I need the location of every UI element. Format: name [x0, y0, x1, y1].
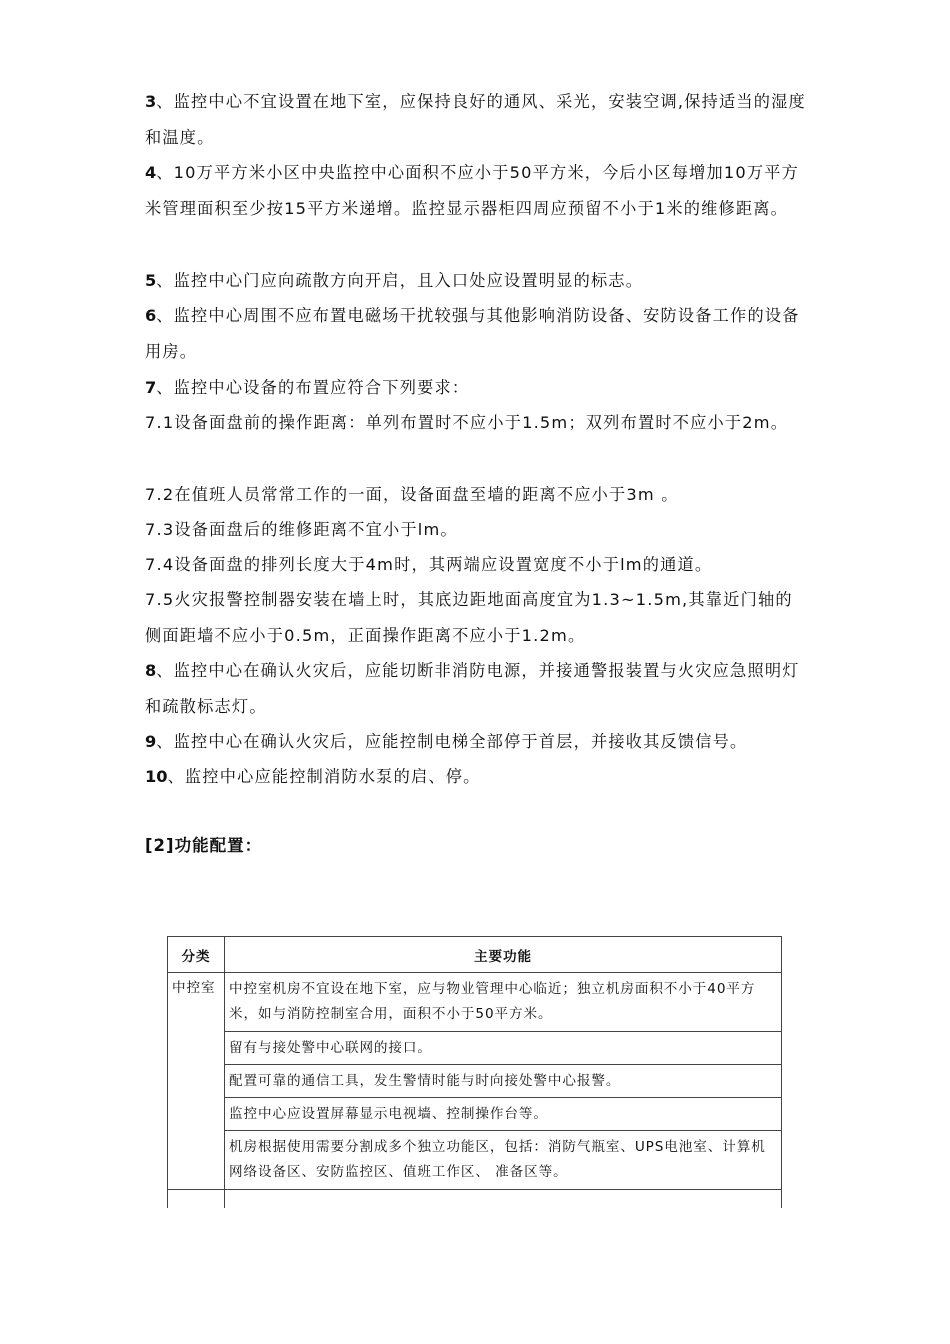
function-cell: 监控中心应设置屏幕显示电视墙、控制操作台等。 [225, 1098, 782, 1131]
function-config-table [167, 936, 782, 1208]
paragraph-7-4 [145, 547, 810, 583]
function-cell: 机房根据使用需要分割成多个独立功能区，包括：消防气瓶室、UPS电池室、计算机网络设备区、安防监控区、值班工作区、 准备区等。 [225, 1131, 782, 1190]
paragraph-text: 、监控中心应能控制消防水泵的启、停。 [167, 767, 481, 786]
table-continuation-row [168, 1190, 782, 1209]
paragraph-text: 7.4设备面盘的排列长度大于4m时，其两端应设置宽度不小于lm的通道。 [145, 555, 713, 574]
paragraph-10 [145, 759, 810, 795]
paragraph-9 [145, 724, 810, 760]
item-number: 8 [145, 661, 157, 680]
category-cell: 中控室 [168, 973, 225, 1190]
paragraph-text: 、监控中心不宜设置在地下室，应保持良好的通风、采光，安装空调,保持适当的湿度和温度。 [145, 92, 806, 147]
table-row [168, 1032, 782, 1065]
function-cell: 配置可靠的通信工具，发生警情时能与时向接处警中心报警。 [225, 1065, 782, 1098]
paragraph-text: 7.5火灾报警控制器安装在墙上时，其底边距地面高度宜为1.3~1.5m,其靠近门轴的侧面距墙不应小于0.5m，正面操作距离不应小于1.2m。 [145, 590, 793, 645]
table-header-row [168, 937, 782, 973]
paragraph-3 [145, 84, 810, 156]
item-number: 5 [145, 271, 157, 290]
paragraph-text: 、监控中心设备的布置应符合下列要求： [156, 378, 470, 397]
item-number: 9 [145, 732, 157, 751]
table-continuation-cell [168, 1190, 225, 1209]
paragraph-text: 、监控中心周围不应布置电磁场干扰较强与其他影响消防设备、安防设备工作的设备用房。 [145, 306, 800, 361]
paragraph-8 [145, 653, 810, 725]
function-cell: 中控室机房不宜设在地下室，应与物业管理中心临近；独立机房面积不小于40平方米，如与消防控制室合用，面积不小于50平方米。 [225, 973, 782, 1032]
paragraph-7-3 [145, 512, 810, 548]
paragraph-text: 7.2在值班人员常常工作的一面，设备面盘至墙的距离不应小于3m 。 [145, 485, 679, 504]
paragraph-text: 、监控中心门应向疏散方向开启，且入口处应设置明显的标志。 [156, 271, 644, 290]
section-heading: [2]功能配置： [145, 836, 263, 855]
item-number: 3 [145, 92, 157, 111]
paragraph-7-5 [145, 582, 810, 654]
table-continuation-cell [225, 1190, 782, 1209]
item-number: 7 [145, 378, 157, 397]
paragraph-4 [145, 155, 810, 227]
item-number: 10 [145, 767, 168, 786]
item-number: 6 [145, 306, 157, 325]
paragraph-7-2 [145, 477, 810, 513]
table-row [168, 973, 782, 1032]
table-row [168, 1098, 782, 1131]
paragraph-6 [145, 298, 810, 370]
paragraph-text: 、监控中心在确认火灾后，应能控制电梯全部停于首层，并接收其反馈信号。 [156, 732, 748, 751]
table-row [168, 1131, 782, 1190]
table-row [168, 1065, 782, 1098]
paragraph-7-1 [145, 405, 810, 441]
header-main-function: 主要功能 [225, 937, 782, 973]
paragraph-text: 7.1设备面盘前的操作距离：单列布置时不应小于1.5m；双列布置时不应小于2m。 [145, 413, 789, 432]
function-cell: 留有与接处警中心联网的接口。 [225, 1032, 782, 1065]
item-number: 4 [145, 163, 157, 182]
paragraph-text: 、监控中心在确认火灾后，应能切断非消防电源，并接通警报装置与火灾应急照明灯和疏散标志灯。 [145, 661, 800, 716]
paragraph-7 [145, 370, 810, 406]
header-category: 分类 [168, 937, 225, 973]
paragraph-text: 、10万平方米小区中央监控中心面积不应小于50平方米，今后小区每增加10万平方米管理面积至少按15平方米递增。监控显示器柜四周应预留不小于1米的维修距离。 [145, 163, 800, 218]
paragraph-text: 7.3设备面盘后的维修距离不宜小于lm。 [145, 520, 458, 539]
paragraph-5 [145, 263, 810, 299]
